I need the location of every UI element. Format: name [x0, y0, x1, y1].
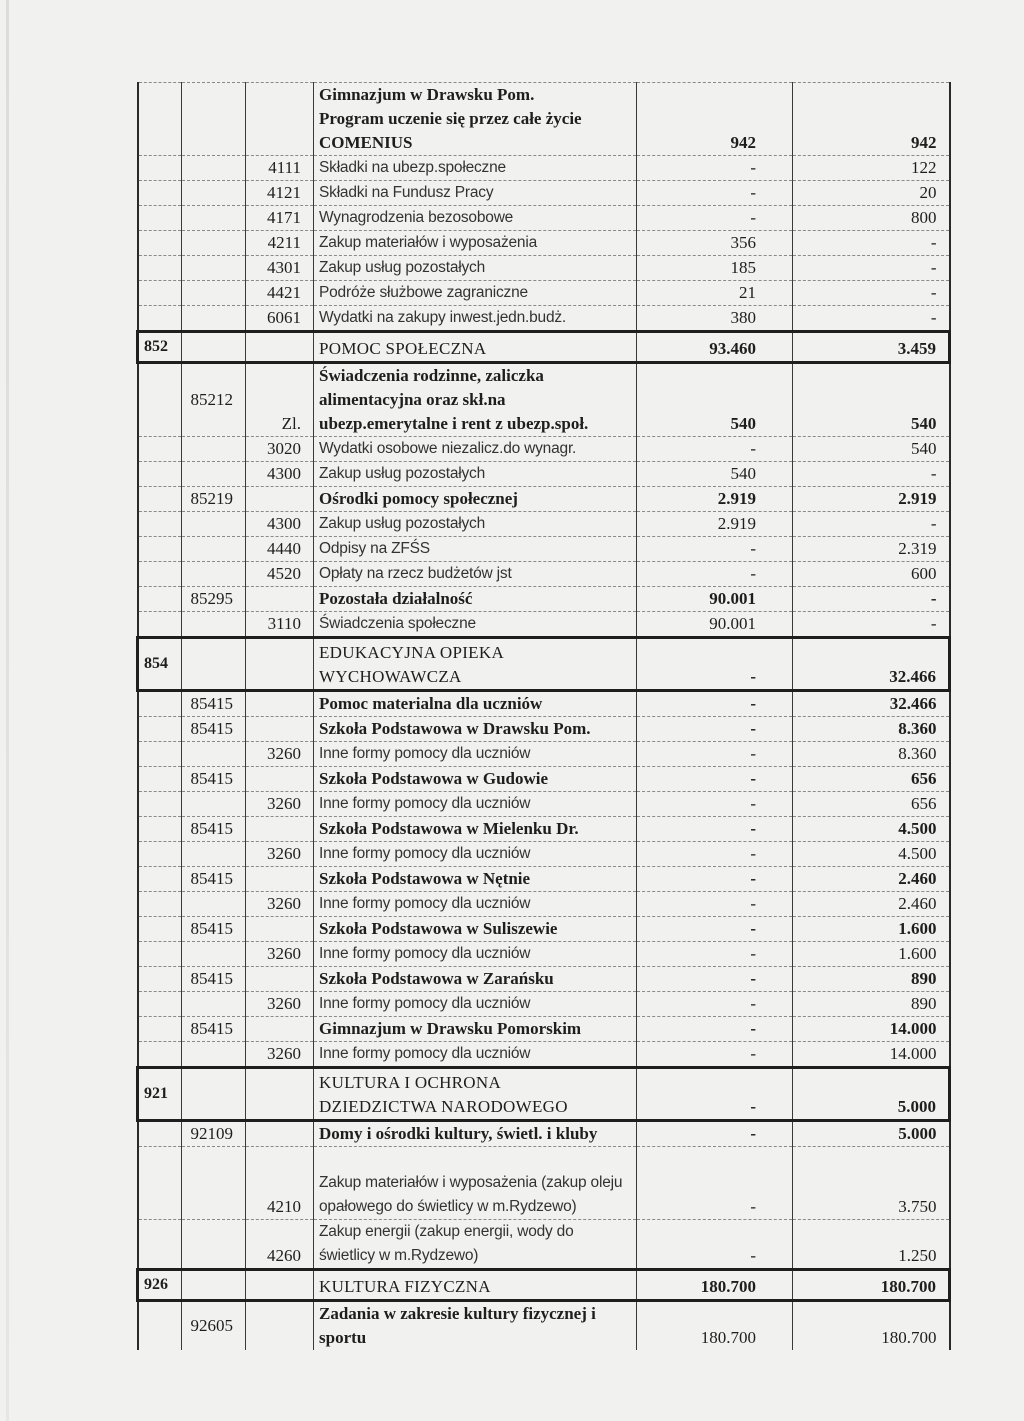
- section-code: [138, 181, 182, 206]
- plan-value: -: [637, 206, 793, 231]
- change-value: -: [793, 462, 950, 487]
- chapter-code: 85415: [182, 817, 246, 842]
- change-value: 800: [793, 206, 950, 231]
- section-code: [138, 462, 182, 487]
- table-row: [138, 512, 950, 537]
- change-value: -: [793, 256, 950, 281]
- chapter-code: [182, 942, 246, 967]
- paragraph-code: 4300: [246, 512, 314, 537]
- description: Składki na Fundusz Pracy: [314, 181, 637, 206]
- description: Składki na ubezp.społeczne: [314, 156, 637, 181]
- paragraph-code: 4111: [246, 156, 314, 181]
- scan-edge: [6, 0, 9, 1421]
- description: Inne formy pomocy dla uczniów: [314, 742, 637, 767]
- change-value: 4.500: [793, 817, 950, 842]
- chapter-code: [182, 1042, 246, 1068]
- paragraph-code: 4300: [246, 462, 314, 487]
- description: Podróże służbowe zagraniczne: [314, 281, 637, 306]
- chapter-code: [182, 156, 246, 181]
- plan-value: 93.460: [637, 332, 793, 363]
- table-row: [138, 281, 950, 306]
- table-row: [138, 181, 950, 206]
- table-row: [138, 306, 950, 332]
- plan-value: -: [637, 437, 793, 462]
- chapter-code: 92109: [182, 1121, 246, 1147]
- plan-value: -: [637, 717, 793, 742]
- description: Inne formy pomocy dla uczniów: [314, 992, 637, 1017]
- chapter-code: [182, 1147, 246, 1220]
- change-value: 8.360: [793, 742, 950, 767]
- table-row: [138, 256, 950, 281]
- table-row: [138, 792, 950, 817]
- section-code: [138, 1301, 182, 1351]
- paragraph-code: 3260: [246, 942, 314, 967]
- budget-table-body: [138, 83, 950, 1351]
- change-value: 1.600: [793, 942, 950, 967]
- chapter-code: [182, 537, 246, 562]
- chapter-code: 85295: [182, 587, 246, 612]
- plan-value: -: [637, 967, 793, 992]
- plan-value: -: [637, 537, 793, 562]
- change-value: 32.466: [793, 638, 950, 691]
- table-row: [138, 562, 950, 587]
- section-row: [138, 1068, 950, 1121]
- description: Inne formy pomocy dla uczniów: [314, 1042, 637, 1068]
- chapter-code: 92605: [182, 1301, 246, 1351]
- description: Odpisy na ZFŚS: [314, 537, 637, 562]
- section-code: [138, 1017, 182, 1042]
- change-value: -: [793, 231, 950, 256]
- table-row: [138, 917, 950, 942]
- section-code: [138, 967, 182, 992]
- paragraph-code: Zl.: [246, 363, 314, 437]
- description: Inne formy pomocy dla uczniów: [314, 792, 637, 817]
- budget-table-wrapper: [136, 82, 948, 1350]
- paragraph-code: 4520: [246, 562, 314, 587]
- plan-value: -: [637, 917, 793, 942]
- plan-value: -: [637, 1068, 793, 1121]
- section-code: [138, 1121, 182, 1147]
- table-row: [138, 1121, 950, 1147]
- chapter-code: [182, 437, 246, 462]
- description: Gimnazjum w Drawsku Pom. Program uczenie się przez całe życie COMENIUS: [314, 83, 637, 156]
- section-code: [138, 487, 182, 512]
- plan-value: -: [637, 867, 793, 892]
- plan-value: -: [637, 892, 793, 917]
- change-value: 5.000: [793, 1121, 950, 1147]
- description: Szkoła Podstawowa w Gudowie: [314, 767, 637, 792]
- section-row: [138, 1270, 950, 1301]
- section-code: [138, 156, 182, 181]
- chapter-code: 85415: [182, 917, 246, 942]
- paragraph-code: 3260: [246, 892, 314, 917]
- chapter-code: [182, 83, 246, 156]
- paragraph-code: 4440: [246, 537, 314, 562]
- paragraph-code: [246, 691, 314, 717]
- description: Szkoła Podstawowa w Suliszewie: [314, 917, 637, 942]
- plan-value: -: [637, 942, 793, 967]
- section-code: [138, 1147, 182, 1220]
- plan-value: 540: [637, 462, 793, 487]
- paragraph-code: 3260: [246, 792, 314, 817]
- plan-value: 356: [637, 231, 793, 256]
- section-code: [138, 281, 182, 306]
- change-value: 2.460: [793, 892, 950, 917]
- table-row: [138, 612, 950, 638]
- change-value: 656: [793, 767, 950, 792]
- table-row: [138, 1017, 950, 1042]
- change-value: 14.000: [793, 1017, 950, 1042]
- change-value: 2.919: [793, 487, 950, 512]
- section-code: [138, 231, 182, 256]
- section-code: [138, 437, 182, 462]
- change-value: -: [793, 587, 950, 612]
- change-value: 14.000: [793, 1042, 950, 1068]
- table-row: [138, 1147, 950, 1220]
- plan-value: 90.001: [637, 587, 793, 612]
- paragraph-code: [246, 1121, 314, 1147]
- section-code: [138, 306, 182, 332]
- section-code: [138, 892, 182, 917]
- section-code: [138, 587, 182, 612]
- description: Szkoła Podstawowa w Drawsku Pom.: [314, 717, 637, 742]
- table-row: [138, 156, 950, 181]
- paragraph-code: 4301: [246, 256, 314, 281]
- paragraph-code: 4260: [246, 1220, 314, 1270]
- section-row: [138, 638, 950, 691]
- description: Zakup energii (zakup energii, wody do świetlicy w m.Rydzewo): [314, 1220, 637, 1270]
- plan-value: 21: [637, 281, 793, 306]
- change-value: 540: [793, 437, 950, 462]
- description: Ośrodki pomocy społecznej: [314, 487, 637, 512]
- change-value: -: [793, 512, 950, 537]
- section-row: [138, 332, 950, 363]
- description: Gimnazjum w Drawsku Pomorskim: [314, 1017, 637, 1042]
- change-value: 180.700: [793, 1301, 950, 1351]
- section-code: [138, 742, 182, 767]
- change-value: 890: [793, 967, 950, 992]
- table-row: [138, 437, 950, 462]
- chapter-code: 85415: [182, 717, 246, 742]
- description: KULTURA FIZYCZNA: [314, 1270, 637, 1301]
- chapter-code: 85415: [182, 1017, 246, 1042]
- paragraph-code: 3110: [246, 612, 314, 638]
- description: Wydatki na zakupy inwest.jedn.budż.: [314, 306, 637, 332]
- section-code: [138, 562, 182, 587]
- change-value: 8.360: [793, 717, 950, 742]
- paragraph-code: [246, 767, 314, 792]
- table-row: [138, 231, 950, 256]
- budget-table: [136, 82, 951, 1350]
- plan-value: 942: [637, 83, 793, 156]
- plan-value: -: [637, 691, 793, 717]
- paragraph-code: [246, 1068, 314, 1121]
- paragraph-code: [246, 487, 314, 512]
- change-value: -: [793, 306, 950, 332]
- section-code: [138, 717, 182, 742]
- table-row: [138, 842, 950, 867]
- paragraph-code: [246, 717, 314, 742]
- chapter-code: [182, 1220, 246, 1270]
- plan-value: -: [637, 181, 793, 206]
- change-value: 540: [793, 363, 950, 437]
- table-row: [138, 767, 950, 792]
- table-row: [138, 206, 950, 231]
- change-value: 2.319: [793, 537, 950, 562]
- description: Domy i ośrodki kultury, świetl. i kluby: [314, 1121, 637, 1147]
- plan-value: 90.001: [637, 612, 793, 638]
- chapter-code: [182, 512, 246, 537]
- table-row: [138, 691, 950, 717]
- change-value: 656: [793, 792, 950, 817]
- plan-value: -: [637, 742, 793, 767]
- section-code: [138, 842, 182, 867]
- section-code: 926: [138, 1270, 182, 1301]
- paragraph-code: [246, 332, 314, 363]
- chapter-code: [182, 562, 246, 587]
- description: Inne formy pomocy dla uczniów: [314, 892, 637, 917]
- change-value: 4.500: [793, 842, 950, 867]
- chapter-code: [182, 612, 246, 638]
- plan-value: -: [637, 817, 793, 842]
- plan-value: -: [637, 1017, 793, 1042]
- description: KULTURA I OCHRONA DZIEDZICTWA NARODOWEGO: [314, 1068, 637, 1121]
- plan-value: -: [637, 1042, 793, 1068]
- chapter-code: [182, 792, 246, 817]
- plan-value: 180.700: [637, 1270, 793, 1301]
- table-row: [138, 462, 950, 487]
- table-row: [138, 487, 950, 512]
- chapter-code: 85212: [182, 363, 246, 437]
- plan-value: 2.919: [637, 512, 793, 537]
- table-row: [138, 867, 950, 892]
- plan-value: 2.919: [637, 487, 793, 512]
- description: Wydatki osobowe niezalicz.do wynagr.: [314, 437, 637, 462]
- paragraph-code: 3260: [246, 1042, 314, 1068]
- plan-value: -: [637, 562, 793, 587]
- section-code: [138, 767, 182, 792]
- chapter-code: [182, 332, 246, 363]
- table-row: [138, 537, 950, 562]
- section-code: 854: [138, 638, 182, 691]
- description: Inne formy pomocy dla uczniów: [314, 942, 637, 967]
- description: EDUKACYJNA OPIEKA WYCHOWAWCZA: [314, 638, 637, 691]
- table-row: [138, 83, 950, 156]
- section-code: [138, 537, 182, 562]
- description: Szkoła Podstawowa w Mielenku Dr.: [314, 817, 637, 842]
- paragraph-code: 4121: [246, 181, 314, 206]
- section-code: [138, 1220, 182, 1270]
- change-value: 3.459: [793, 332, 950, 363]
- section-code: [138, 942, 182, 967]
- change-value: 32.466: [793, 691, 950, 717]
- table-row: [138, 717, 950, 742]
- chapter-code: [182, 306, 246, 332]
- section-code: [138, 917, 182, 942]
- change-value: 180.700: [793, 1270, 950, 1301]
- section-code: [138, 363, 182, 437]
- description: POMOC SPOŁECZNA: [314, 332, 637, 363]
- plan-value: 180.700: [637, 1301, 793, 1351]
- description: Szkoła Podstawowa w Nętnie: [314, 867, 637, 892]
- plan-value: -: [637, 792, 793, 817]
- table-row: [138, 892, 950, 917]
- plan-value: -: [637, 1220, 793, 1270]
- change-value: 2.460: [793, 867, 950, 892]
- section-code: [138, 83, 182, 156]
- paragraph-code: [246, 1270, 314, 1301]
- plan-value: -: [637, 842, 793, 867]
- paragraph-code: 4211: [246, 231, 314, 256]
- plan-value: -: [637, 992, 793, 1017]
- section-code: [138, 256, 182, 281]
- change-value: 122: [793, 156, 950, 181]
- description: Zakup usług pozostałych: [314, 462, 637, 487]
- chapter-code: [182, 742, 246, 767]
- chapter-code: 85415: [182, 767, 246, 792]
- section-code: [138, 867, 182, 892]
- chapter-code: [182, 206, 246, 231]
- table-row: [138, 942, 950, 967]
- description: Pozostała działalność: [314, 587, 637, 612]
- change-value: 942: [793, 83, 950, 156]
- plan-value: -: [637, 156, 793, 181]
- paragraph-code: [246, 587, 314, 612]
- paragraph-code: [246, 83, 314, 156]
- description: Zadania w zakresie kultury fizycznej i sportu: [314, 1301, 637, 1351]
- description: Zakup usług pozostałych: [314, 512, 637, 537]
- section-code: [138, 1042, 182, 1068]
- plan-value: -: [637, 638, 793, 691]
- chapter-code: [182, 638, 246, 691]
- paragraph-code: 3260: [246, 992, 314, 1017]
- section-code: [138, 817, 182, 842]
- section-code: [138, 206, 182, 231]
- paragraph-code: [246, 817, 314, 842]
- change-value: 1.250: [793, 1220, 950, 1270]
- chapter-code: [182, 256, 246, 281]
- change-value: -: [793, 281, 950, 306]
- description: Inne formy pomocy dla uczniów: [314, 842, 637, 867]
- table-row: [138, 587, 950, 612]
- table-row: [138, 1220, 950, 1270]
- paragraph-code: 3020: [246, 437, 314, 462]
- chapter-code: 85415: [182, 967, 246, 992]
- chapter-code: [182, 992, 246, 1017]
- plan-value: -: [637, 1121, 793, 1147]
- section-code: [138, 512, 182, 537]
- plan-value: -: [637, 1147, 793, 1220]
- chapter-code: 85415: [182, 867, 246, 892]
- description: Świadczenia rodzinne, zaliczka alimentacyjna oraz skł.na ubezp.emerytalne i rent z ubezp.społ.: [314, 363, 637, 437]
- table-row: [138, 817, 950, 842]
- change-value: -: [793, 612, 950, 638]
- change-value: 1.600: [793, 917, 950, 942]
- description: Zakup materiałów i wyposażenia (zakup oleju opałowego do świetlicy w m.Rydzewo): [314, 1147, 637, 1220]
- paragraph-code: [246, 1017, 314, 1042]
- table-row: [138, 1042, 950, 1068]
- description: Opłaty na rzecz budżetów jst: [314, 562, 637, 587]
- plan-value: -: [637, 767, 793, 792]
- paragraph-code: [246, 917, 314, 942]
- paragraph-code: [246, 867, 314, 892]
- paragraph-code: 3260: [246, 742, 314, 767]
- section-code: [138, 612, 182, 638]
- paragraph-code: [246, 967, 314, 992]
- change-value: 890: [793, 992, 950, 1017]
- paragraph-code: 6061: [246, 306, 314, 332]
- change-value: 600: [793, 562, 950, 587]
- change-value: 3.750: [793, 1147, 950, 1220]
- table-row: [138, 363, 950, 437]
- chapter-code: [182, 281, 246, 306]
- description: Świadczenia społeczne: [314, 612, 637, 638]
- chapter-code: 85415: [182, 691, 246, 717]
- table-row: [138, 992, 950, 1017]
- chapter-code: [182, 842, 246, 867]
- paragraph-code: [246, 1301, 314, 1351]
- plan-value: 380: [637, 306, 793, 332]
- paragraph-code: 4210: [246, 1147, 314, 1220]
- table-row: [138, 967, 950, 992]
- section-code: 921: [138, 1068, 182, 1121]
- change-value: 20: [793, 181, 950, 206]
- change-value: 5.000: [793, 1068, 950, 1121]
- section-code: 852: [138, 332, 182, 363]
- paragraph-code: 4171: [246, 206, 314, 231]
- plan-value: 185: [637, 256, 793, 281]
- section-code: [138, 992, 182, 1017]
- plan-value: 540: [637, 363, 793, 437]
- paragraph-code: 4421: [246, 281, 314, 306]
- chapter-code: [182, 462, 246, 487]
- description: Wynagrodzenia bezosobowe: [314, 206, 637, 231]
- chapter-code: [182, 1270, 246, 1301]
- description: Zakup usług pozostałych: [314, 256, 637, 281]
- chapter-code: 85219: [182, 487, 246, 512]
- table-row: [138, 1301, 950, 1351]
- chapter-code: [182, 231, 246, 256]
- description: Pomoc materialna dla uczniów: [314, 691, 637, 717]
- chapter-code: [182, 181, 246, 206]
- chapter-code: [182, 1068, 246, 1121]
- description: Szkoła Podstawowa w Zarańsku: [314, 967, 637, 992]
- paragraph-code: 3260: [246, 842, 314, 867]
- chapter-code: [182, 892, 246, 917]
- table-row: [138, 742, 950, 767]
- paragraph-code: [246, 638, 314, 691]
- section-code: [138, 691, 182, 717]
- description: Zakup materiałów i wyposażenia: [314, 231, 637, 256]
- section-code: [138, 792, 182, 817]
